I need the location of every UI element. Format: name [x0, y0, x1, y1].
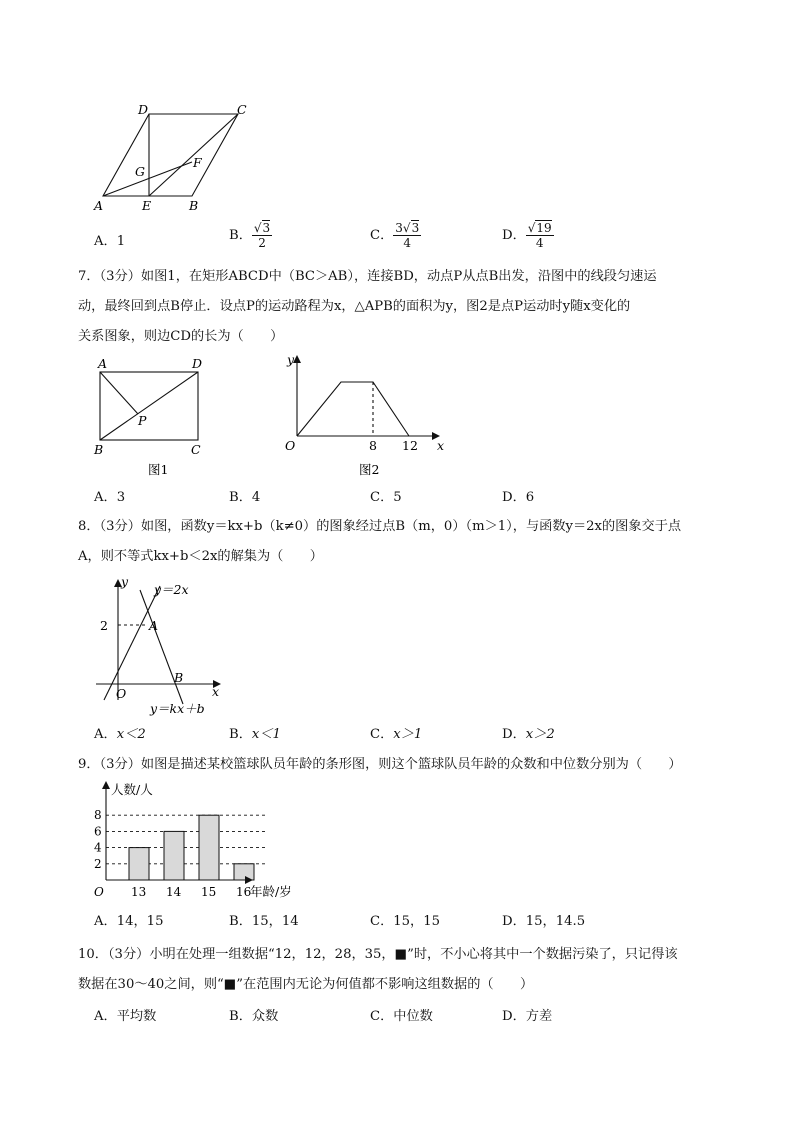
q7-fig1-label-a: A	[98, 356, 108, 371]
q10-option-c[interactable]: C．中位数	[370, 1009, 433, 1024]
q7-fig2-label-o: O	[285, 438, 296, 453]
q7-figure-2-graph	[275, 350, 455, 480]
q7-line-3: 关系图象，则边CD的长为（ ）	[78, 329, 284, 344]
q9-ytick-2: 2	[94, 856, 102, 871]
q7-fig2-label-12: 12	[402, 438, 418, 453]
q9-bar-13	[129, 848, 149, 880]
q6-label-e: E	[142, 198, 152, 213]
q7-option-b[interactable]: B．4	[229, 490, 261, 505]
q8-label-2: 2	[100, 618, 108, 633]
q9-xtick-15: 15	[201, 885, 217, 899]
q7-fig2-caption: 图2	[359, 462, 380, 477]
q9-bar-14	[164, 831, 184, 880]
q6-option-a[interactable]: A．1	[94, 234, 126, 249]
q7-fig2-label-8: 8	[369, 438, 377, 453]
q8-label-ykxb: y＝kx＋b	[150, 701, 205, 716]
q9-ylabel: 人数/人	[111, 782, 153, 797]
q9-xlabel: 年龄/岁	[250, 884, 292, 899]
q8-label-y2x: y＝2x	[154, 582, 189, 597]
q7-options	[94, 486, 714, 508]
q8-option-a[interactable]: A．x＜2	[94, 727, 146, 742]
q8-option-c[interactable]: C．x＞1	[370, 727, 423, 742]
q9-option-d[interactable]: D．15，14.5	[502, 914, 586, 929]
q10-option-d[interactable]: D．方差	[502, 1009, 553, 1024]
q7-fig1-caption: 图1	[148, 462, 169, 477]
q8-label-b: B	[174, 670, 184, 685]
q9-option-a[interactable]: A．14，15	[94, 914, 164, 929]
q6-parallelogram-figure	[88, 100, 258, 215]
q10-stem	[78, 940, 718, 1000]
q6-label-b: B	[189, 198, 199, 213]
q7-fig1-label-c: C	[191, 442, 201, 457]
q7-figure-1-rectangle	[88, 350, 218, 480]
q8-label-y-axis: y	[121, 574, 129, 589]
q9-xtick-14: 14	[166, 885, 182, 899]
q9-xtick-16: 16	[236, 885, 252, 899]
q7-fig1-label-b: B	[94, 442, 104, 457]
q6-label-f: F	[193, 155, 202, 170]
q9-origin: O	[94, 885, 104, 899]
q6-option-c[interactable]: C． $\frac{3√3}{4}$	[370, 221, 420, 250]
q10-options	[94, 1005, 714, 1027]
q7-fig1-label-d: D	[192, 356, 203, 371]
q8-options	[94, 723, 714, 745]
q7-fig1-label-p: P	[138, 413, 147, 428]
q6-option-b[interactable]: B． $\frac{√3}{2}$	[229, 221, 271, 250]
q7-fig2-label-y: y	[287, 352, 295, 367]
q7-fig2-label-x: x	[437, 438, 445, 453]
q7-option-a[interactable]: A．3	[94, 490, 126, 505]
q6-label-g: G	[135, 164, 145, 179]
q7-line-2: 动，最终回到点B停止．设点P的运动路程为x，△APB的面积为y，图2是点P运动时y随x变化的	[78, 299, 631, 314]
q9-y-arrow	[102, 781, 110, 789]
q10-line-1: 10．（3分）小明在处理一组数据“12，12，28，35，■”时，不小心将其中一个数据污染了，只记得该	[78, 947, 678, 962]
q7-option-c[interactable]: C．5	[370, 490, 402, 505]
q10-option-b[interactable]: B．众数	[229, 1009, 279, 1024]
q9-option-c[interactable]: C．15，15	[370, 914, 441, 929]
q10-option-a[interactable]: A．平均数	[94, 1009, 157, 1024]
q9-bar-16	[234, 864, 254, 880]
q8-function-graph	[90, 572, 230, 717]
q9-options	[94, 910, 714, 932]
q6-options	[94, 221, 714, 252]
q8-option-d[interactable]: D．x＞2	[502, 727, 555, 742]
q8-label-a: A	[149, 618, 159, 633]
q6-label-c: C	[237, 102, 247, 117]
q9-xtick-13: 13	[131, 885, 147, 899]
q9-ytick-6: 6	[94, 824, 102, 839]
q8-stem	[78, 512, 718, 572]
q6-option-d[interactable]: D． $\frac{√19}{4}$	[502, 221, 552, 250]
q9-bar-chart	[88, 780, 318, 900]
q6-label-d: D	[138, 102, 149, 117]
q9-ytick-8: 8	[94, 808, 102, 823]
q7-stem	[78, 262, 718, 352]
q10-line-2: 数据在30～40之间，则“■”在范围内无论为何值都不影响这组数据的（ ）	[78, 977, 534, 992]
q9-bar-15	[199, 815, 219, 880]
q8-option-b[interactable]: B．x＜1	[229, 727, 281, 742]
q7-option-d[interactable]: D．6	[502, 490, 535, 505]
q8-label-x-axis: x	[212, 684, 220, 699]
q8-line-2: A，则不等式kx+b＜2x的解集为（ ）	[78, 549, 323, 564]
q7-line-1: 7．（3分）如图1，在矩形ABCD中（BC＞AB），连接BD，动点P从点B出发，沿图中的线段匀速运	[78, 269, 657, 284]
q8-line-1: 8．（3分）如图，函数y＝kx+b（k≠0）的图象经过点B（m，0）（m＞1），与函数y＝2x的图象交于点	[78, 519, 682, 534]
q9-line-1: 9．（3分）如图是描述某校篮球队员年龄的条形图，则这个篮球队员年龄的众数和中位数分别为（ ）	[78, 757, 682, 772]
q6-label-a: A	[94, 198, 104, 213]
q9-stem	[78, 750, 718, 780]
q9-ytick-4: 4	[94, 840, 102, 855]
q8-label-o: O	[116, 686, 127, 701]
q9-option-b[interactable]: B．15，14	[229, 914, 299, 929]
